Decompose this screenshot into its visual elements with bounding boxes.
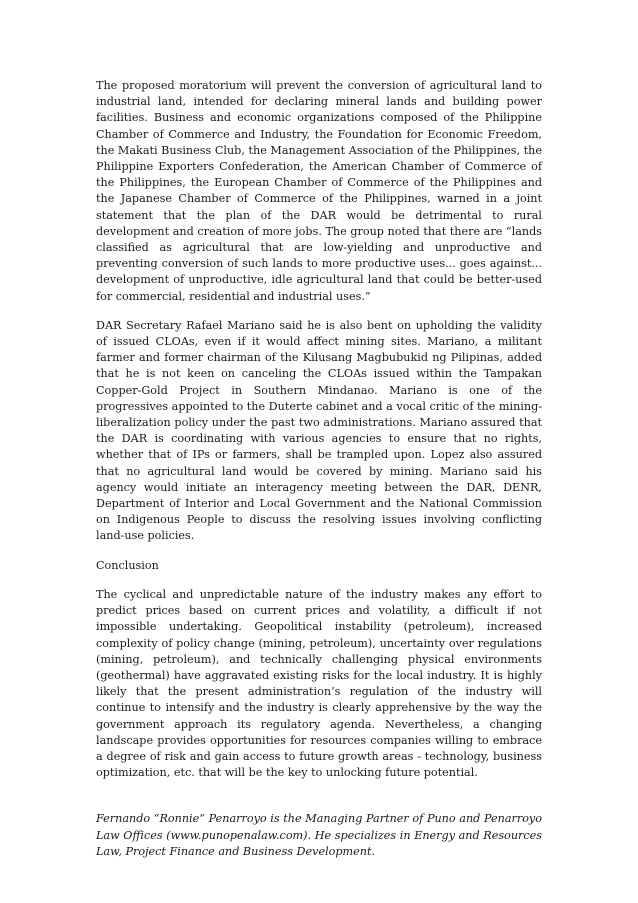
- paragraph-conclusion: The cyclical and unpredictable nature of the industry makes any effort to predict prices based on current prices and volatility, a difficult if not impossible undertaking. Geopolitical instability (petroleum), increased complexity of policy change (mining, petroleum), uncertainty over regulations (mining, petroleum), and technically challenging physical environments (geothermal) have aggravated existing risks for the local industry. It is highly likely that the present administration’s regulation of the industry will continue to intensify and the industry is clearly apprehensive by the way the government approach its regulatory agenda. Nevertheless, a changing landscape provides opportunities for resources companies willing to embrace a degree of risk and gain access to future growth areas - technology, business optimization, etc. that will be the key to unlocking future potential.: [96, 587, 542, 780]
- section-heading-conclusion: Conclusion: [96, 558, 159, 572]
- author-bio: Fernando “Ronnie” Penarroyo is the Managing Partner of Puno and Penarroyo Law Offices (www.punopenalaw.com). He specializes in Energy and Resources Law, Project Finance and Business Development.: [96, 812, 542, 858]
- document-body: [96, 78, 542, 873]
- paragraph-moratorium: The proposed moratorium will prevent the conversion of agricultural land to industrial land, intended for declaring mineral lands and building power facilities. Business and economic organizations composed of the Philippine Chamber of Commerce and Industry, the Foundation for Economic Freedom, the Makati Business Club, the Management Association of the Philippines, the Philippine Exporters Confederation, the American Chamber of Commerce of the Philippines, the European Chamber of Commerce of the Philippines and the Japanese Chamber of Commerce of the Philippines, warned in a joint statement that the plan of the DAR would be detrimental to rural development and creation of more jobs. The group noted that there are “lands classified as agricultural that are low-yielding and unproductive and preventing conversion of such lands to more productive uses... goes against... development of unproductive, idle agricultural land that could be better-used for commercial, residential and industrial uses.”: [96, 79, 542, 303]
- paragraph-dar-secretary: DAR Secretary Rafael Mariano said he is also bent on upholding the validity of issued CLOAs, even if it would affect mining sites. Mariano, a militant farmer and former chairman of the Kilusang Magbubukid ng Pilipinas, added that he is not keen on canceling the CLOAs issued within the Tampakan Copper-Gold Project in Southern Mindanao. Mariano is one of the progressives appointed to the Duterte cabinet and a vocal critic of the mining-liberalization policy under the past two administrations. Mariano assured that the DAR is coordinating with various agencies to ensure that no rights, whether that of IPs or farmers, shall be trampled upon. Lopez also assured that no agricultural land would be covered by mining. Mariano said his agency would initiate an interagency meeting between the DAR, DENR, Department of Interior and Local Government and the National Commission on Indigenous People to discuss the resolving issues involving conflicting land-use policies.: [96, 318, 543, 543]
